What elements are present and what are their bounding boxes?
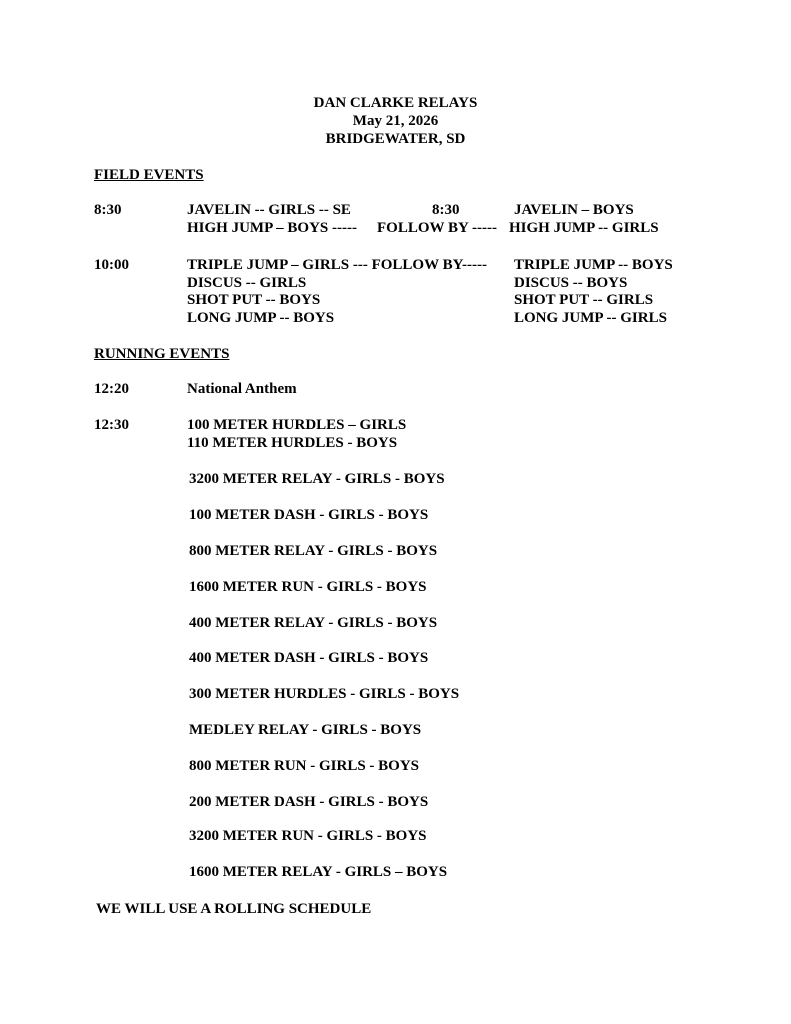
meet-date: May 21, 2026 (352, 113, 439, 129)
meet-location: BRIDGEWATER, SD (325, 131, 466, 147)
field-block1-line2-left: HIGH JUMP – BOYS ----- (187, 220, 357, 236)
running-event: MEDLEY RELAY - GIRLS - BOYS (189, 722, 422, 738)
running-event: 800 METER RUN - GIRLS - BOYS (189, 758, 420, 774)
field-block2-line3-right: SHOT PUT -- GIRLS (514, 292, 654, 308)
field-block2-line2-right: DISCUS -- BOYS (514, 275, 628, 291)
anthem-label: National Anthem (187, 381, 297, 397)
field-block2-time: 10:00 (94, 257, 129, 273)
running-event: 3200 METER RELAY - GIRLS - BOYS (189, 471, 445, 487)
field-block1-line2-mid: FOLLOW BY ----- (377, 220, 497, 236)
field-block2-line1-left: TRIPLE JUMP – GIRLS --- FOLLOW BY----- (187, 257, 488, 273)
running-event: 3200 METER RUN - GIRLS - BOYS (189, 828, 427, 844)
running-events-heading: RUNNING EVENTS (94, 346, 230, 362)
field-block2-line1-right: TRIPLE JUMP -- BOYS (514, 257, 673, 273)
anthem-time: 12:20 (94, 381, 129, 397)
rolling-schedule-note: WE WILL USE A ROLLING SCHEDULE (96, 901, 372, 917)
field-events-heading: FIELD EVENTS (94, 167, 204, 183)
field-block1-line1-right: JAVELIN – BOYS (514, 202, 634, 218)
field-block2-line4-right: LONG JUMP -- GIRLS (514, 310, 667, 326)
field-block2-line4-left: LONG JUMP -- BOYS (187, 310, 335, 326)
running-event: 1600 METER RELAY - GIRLS – BOYS (189, 864, 448, 880)
field-block1-time: 8:30 (94, 202, 122, 218)
running-start-time: 12:30 (94, 417, 129, 433)
running-event: 400 METER DASH - GIRLS - BOYS (189, 650, 429, 666)
hurdles-girls: 100 METER HURDLES – GIRLS (187, 417, 407, 433)
running-event: 100 METER DASH - GIRLS - BOYS (189, 507, 429, 523)
running-event: 1600 METER RUN - GIRLS - BOYS (189, 579, 427, 595)
field-block2-line3-left: SHOT PUT -- BOYS (187, 292, 321, 308)
field-block1-line1-left: JAVELIN -- GIRLS -- SE (187, 202, 351, 218)
field-block1-line1-mid: 8:30 (432, 202, 460, 218)
field-block1-line2-right: HIGH JUMP -- GIRLS (509, 220, 659, 236)
hurdles-boys: 110 METER HURDLES - BOYS (187, 435, 398, 451)
running-event: 200 METER DASH - GIRLS - BOYS (189, 794, 429, 810)
running-event: 300 METER HURDLES - GIRLS - BOYS (189, 686, 460, 702)
running-event: 800 METER RELAY - GIRLS - BOYS (189, 543, 438, 559)
field-block2-line2-left: DISCUS -- GIRLS (187, 275, 307, 291)
running-event: 400 METER RELAY - GIRLS - BOYS (189, 615, 438, 631)
meet-title: DAN CLARKE RELAYS (313, 95, 478, 111)
